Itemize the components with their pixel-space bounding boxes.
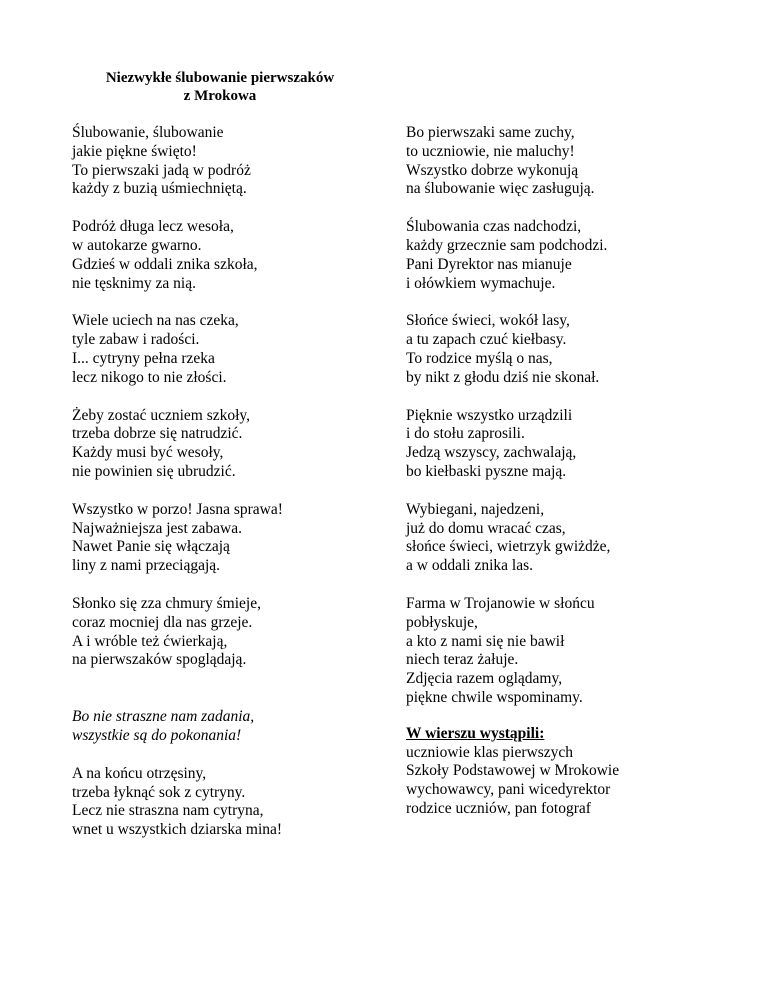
poem-title (72, 69, 368, 105)
stanza: Pięknie wszystko urządzili i do stołu zaprosili. Jedzą wszyscy, zachwalają, bo kiełbaski pyszne mają. (406, 406, 577, 480)
stanza: Wszystko w porzo! Jasna sprawa! Najważniejsza jest zabawa. Nawet Panie się włączają liny z nami przeciągają. (72, 500, 283, 575)
stanza: A na końcu otrzęsiny, trzeba łyknąć sok z cytryny. Lecz nie straszna nam cytryna, wnet u wszystkich dziarska mina! (72, 764, 283, 839)
poem-title-line-2: z Mrokowa (183, 88, 257, 104)
stanza: Bo pierwszaki same zuchy, to uczniowie, nie maluchy! Wszystko dobrze wykonują na ślubowanie więc zasługują. (406, 124, 595, 198)
stanza: Ślubowanie, ślubowanie jakie piękne święto! To pierwszaki jadą w podróż każdy z buzią uśmiechniętą. (72, 124, 251, 198)
stanza: Wiele uciech na nas czeka, tyle zabaw i radości. I... cytryny pełna rzeka lecz nikogo to nie złości. (72, 312, 239, 386)
stanza: Ślubowania czas nadchodzi, każdy grzecznie sam podchodzi. Pani Dyrektor nas mianuje i ołówkiem wymachuje. (406, 218, 608, 292)
right-column (406, 124, 736, 819)
credits-list: uczniowie klas pierwszych Szkoły Podstawowej w Mrokowie wychowawcy, pani wicedyrektor rodzice uczniów, pan fotograf (406, 743, 620, 817)
stanza: Słońce świeci, wokół lasy, a tu zapach czuć kiełbasy. To rodzice myślą o nas, by nikt z głodu dziś nie skonał. (406, 312, 600, 386)
poem-title-line-1: Niezwykłe ślubowanie pierwszaków (105, 70, 335, 86)
stanza: Farma w Trojanowie w słońcu pobłyskuje, a kto z nami się nie bawił niech teraz żałuje. Zdjęcia razem oglądamy, piękne chwile wspominamy. (406, 594, 595, 706)
stanza: Podróż długa lecz wesoła, w autokarze gwarno. Gdzieś w oddali znika szkoła, nie tęsknimy za nią. (72, 218, 258, 292)
left-column (72, 124, 402, 859)
credits-heading: W wierszu wystąpili: (406, 724, 545, 742)
stanza: Słonko się zza chmury śmieje, coraz mocniej dla nas grzeje. A i wróble też ćwierkają, na pierwszaków spoglądają. (72, 594, 261, 669)
stanza: Żeby zostać uczniem szkoły, trzeba dobrze się natrudzić. Każdy musi być wesoły, nie powinien się ubrudzić. (72, 406, 251, 480)
italic-stanza: Bo nie straszne nam zadania, wszystkie są do pokonania! (72, 708, 255, 744)
stanza: Wybiegani, najedzeni, już do domu wracać czas, słońce świeci, wietrzyk gwiżdże, a w oddali znika las. (406, 500, 611, 575)
